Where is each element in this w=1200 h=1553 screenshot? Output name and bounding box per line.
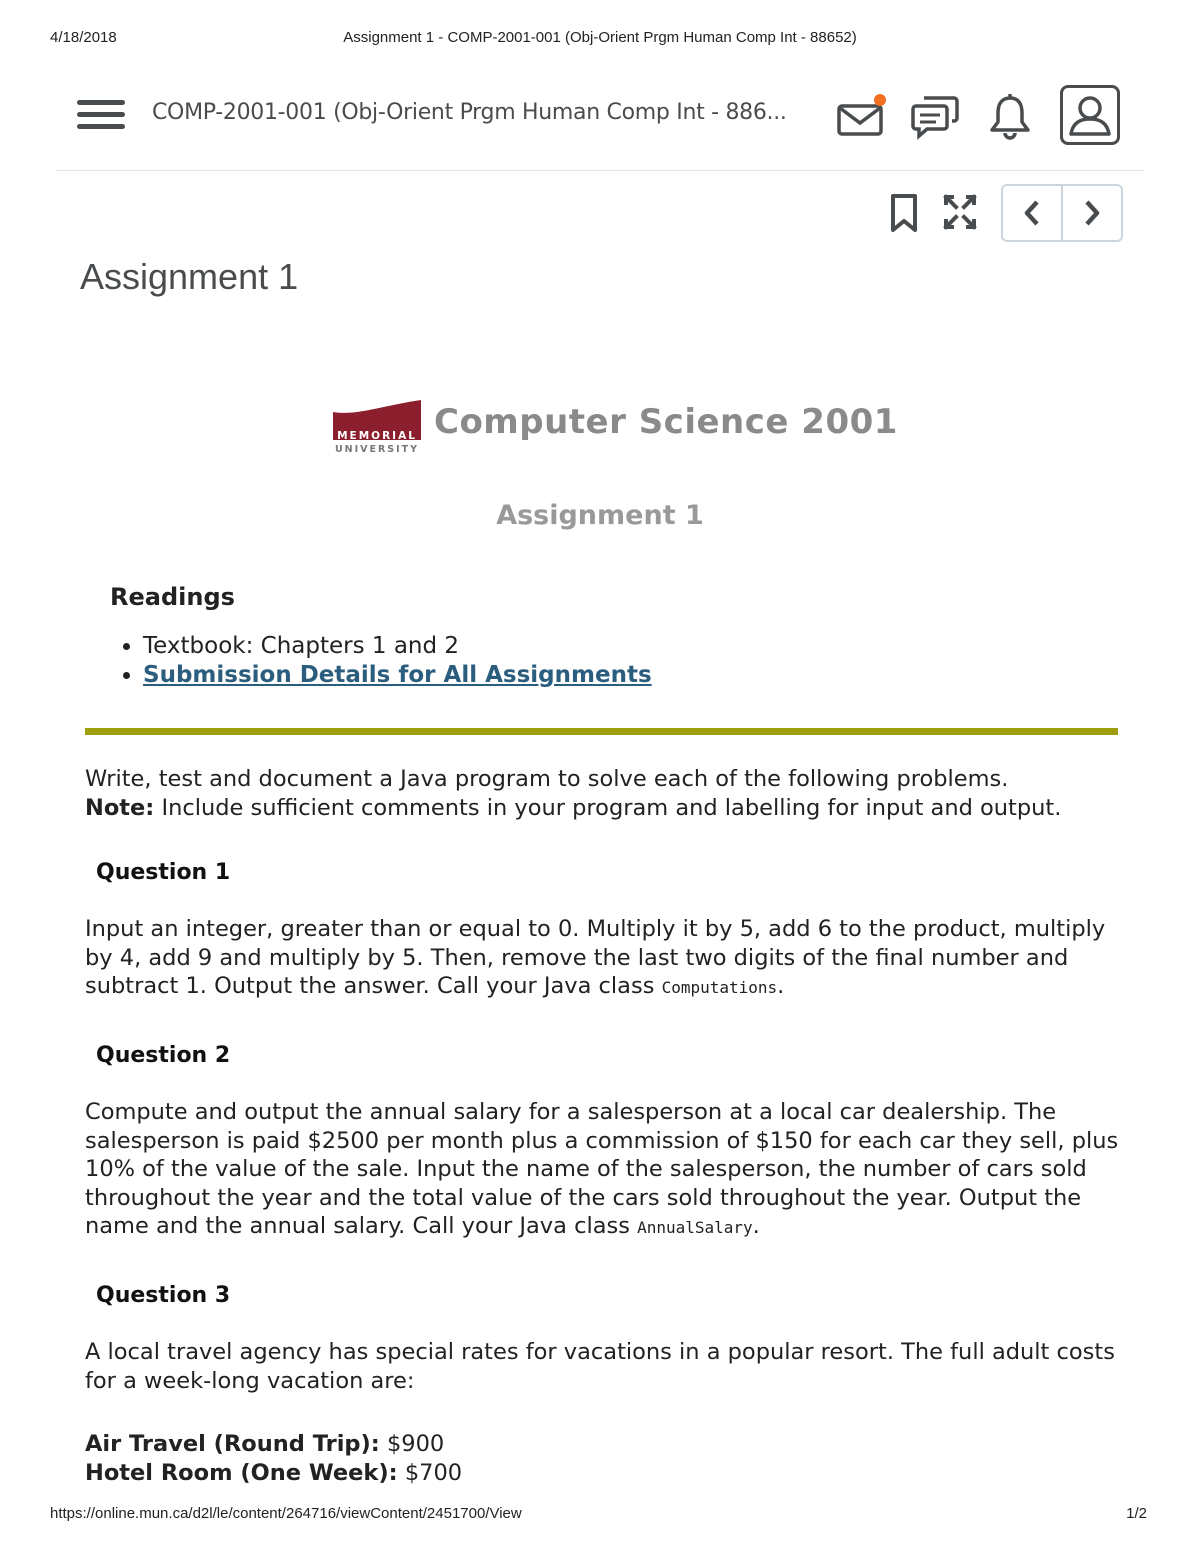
print-footer — [0, 1505, 1200, 1525]
question-1-text: Input an integer, greater than or equal to 0. Multiply it by 5, add 6 to the product, multiply by 4, add 9 and multiply by 5. Then, remove the last two digits of the final number and subtract 1. Output the answer. Call your Java class Computations. — [85, 916, 1106, 999]
list-item: • Textbook: Chapters 1 and 2 — [143, 632, 652, 661]
question-3-heading: Question 3 — [96, 1283, 231, 1308]
top-navbar — [55, 80, 1145, 171]
intro-text: Write, test and document a Java program to solve each of the following problems. — [85, 766, 1009, 792]
readings-heading: Readings — [110, 583, 235, 611]
course-heading: Computer Science 2001 — [434, 402, 898, 442]
bookmark-icon[interactable] — [886, 193, 922, 233]
assignment-heading: Assignment 1 — [496, 500, 704, 531]
user-icon — [1063, 88, 1117, 142]
mail-icon[interactable] — [835, 92, 885, 142]
next-topic-button[interactable] — [1061, 186, 1121, 240]
class-name-code: AnnualSalary — [637, 1218, 753, 1237]
question-3-text: A local travel agency has special rates for vacations in a popular resort. The full adult costs for a week-long vacation are: — [85, 1339, 1115, 1394]
chevron-left-icon — [1022, 199, 1042, 227]
bell-icon[interactable] — [985, 92, 1035, 142]
topic-navigation — [1001, 184, 1123, 242]
chat-icon[interactable] — [910, 92, 960, 142]
memorial-university-logo — [331, 398, 423, 454]
list-item — [143, 661, 652, 690]
section-divider — [85, 728, 1118, 735]
note-text — [85, 794, 1125, 823]
print-page-number: 1/2 — [1126, 1505, 1147, 1522]
page-title: Assignment 1 — [80, 256, 299, 297]
note-body: Include sufficient comments in your program and labelling for input and output. — [154, 794, 1062, 821]
cost-item: Air Travel (Round Trip): $900 — [85, 1431, 445, 1457]
previous-topic-button[interactable] — [1003, 186, 1061, 240]
question-2-heading: Question 2 — [96, 1043, 231, 1068]
print-url: https://online.mun.ca/d2l/le/content/264716/viewContent/2451700/View — [50, 1505, 522, 1522]
cost-list — [85, 1430, 1125, 1487]
class-name-code: Computations — [661, 978, 778, 997]
print-date: 4/18/2018 — [50, 29, 117, 46]
mail-notification-dot — [874, 94, 886, 106]
menu-icon[interactable] — [77, 100, 125, 134]
print-doc-title: Assignment 1 - COMP-2001-001 (Obj-Orient Prgm Human Comp Int - 88652) — [343, 29, 857, 46]
fullscreen-icon[interactable] — [942, 193, 978, 233]
question-2-text: Compute and output the annual salary for a salesperson at a local car dealership. The salesperson is paid $2500 per month plus a commission of $150 for each car they sell, plus 10% of the value of the sale. Input the name of the salesperson, the number of cars sold throughout the year and the total value of the cars sold throughout the year. Output the name and the annual salary. Call your Java class AnnualSalary. — [85, 1099, 1119, 1239]
svg-text:UNIVERSITY: UNIVERSITY — [334, 444, 420, 454]
print-header — [0, 29, 1200, 49]
course-title-link[interactable]: COMP-2001-001 (Obj-Orient Prgm Human Comp Int - 886... — [152, 100, 787, 125]
question-1-heading: Question 1 — [96, 860, 231, 885]
readings-list — [110, 632, 652, 690]
user-profile-button[interactable] — [1060, 85, 1120, 145]
note-label: Note: — [85, 794, 155, 821]
svg-text:MEMORIAL: MEMORIAL — [337, 430, 417, 442]
cost-item: Hotel Room (One Week): $700 — [85, 1459, 463, 1486]
intro-paragraph — [85, 765, 1125, 822]
chevron-right-icon — [1082, 199, 1102, 227]
submission-details-link[interactable]: Submission Details for All Assignments — [143, 662, 652, 688]
